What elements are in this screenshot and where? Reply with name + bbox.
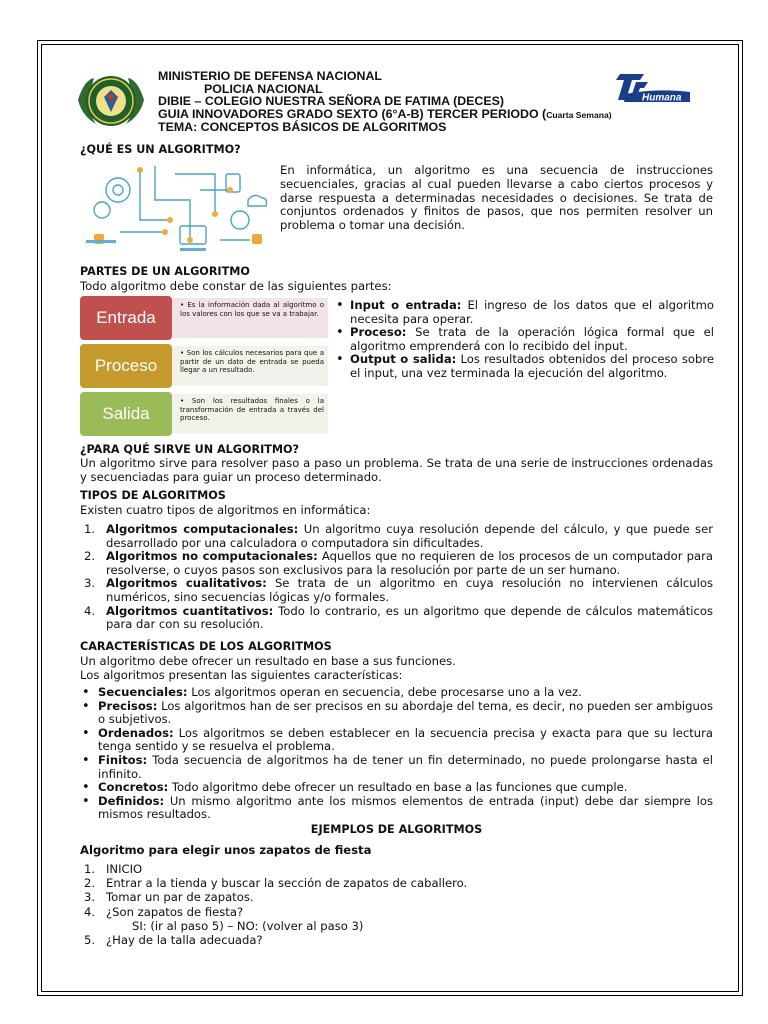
list-item: 2. Algoritmos no computacionales: Aquellos que no requieren de los procesos de un computador para resolverse, o cuyos pasos son exclusivos para la resolución por parte de un ser humano. — [84, 549, 713, 577]
tipos-intro: Existen cuatro tipos de algoritmos en informática: — [80, 503, 371, 517]
list-item: • Output o salida: Los resultados obtenidos del proceso sobre el input, una vez terminada la ejecución del algoritmo. — [334, 353, 714, 380]
document-header — [158, 70, 612, 134]
list-item: 5. ¿Hay de la talla adecuada? — [84, 933, 263, 948]
tipos-list — [80, 523, 713, 632]
part-label-proceso: Proceso — [80, 344, 172, 388]
part-label-salida: Salida — [80, 392, 172, 436]
part-row-proceso — [80, 344, 330, 388]
list-item: • Ordenados: Los algoritmos se deben establecer en la secuencia precisa y exacta para que su lectura tenga sentido y se resuelva el problema. — [80, 727, 713, 754]
list-item: 4. Algoritmos cuantitativos: Todo lo contrario, es un algoritmo que depende de cálculos matemáticos para dar con su resolución. — [84, 603, 714, 632]
list-item: 3. Algoritmos cualitativos: Se trata de un algoritmo en cuya resolución no intervienen cálculos numéricos, sino secuencias lógicas y/o formales. — [84, 576, 713, 604]
list-item: • Input o entrada: El ingreso de los datos que el algoritmo necesita para operar. — [334, 299, 714, 326]
humana-logo-text: Humana — [642, 92, 682, 104]
section-title-que-es: ¿QUÉ ES UN ALGORITMO? — [80, 143, 241, 156]
header-line-3: DIBIE – COLEGIO NUESTRA SEÑORA DE FATIMA (DECES) — [158, 94, 505, 109]
humana-logo — [606, 70, 692, 110]
list-item: 3. Tomar un par de zapatos. — [84, 890, 254, 905]
section-title-ejemplos: EJEMPLOS DE ALGORITMOS — [310, 823, 483, 836]
para-que-paragraph: Un algoritmo sirve para resolver paso a paso un problema. Se trata de una serie de instrucciones ordenadas y secuenciadas para guiar un proceso determinado. — [80, 456, 713, 484]
header-line-4: GUIA INNOVADORES GRADO SEXTO (6°A-B) TERCER PERIODO (Cuarta Semana) — [158, 106, 612, 121]
caracteristicas-list — [80, 686, 713, 822]
list-item: 4. ¿Son zapatos de fiesta? — [84, 904, 244, 919]
section-title-para-que: ¿PARA QUÉ SIRVE UN ALGORITMO? — [80, 443, 300, 456]
list-item: • Finitos: Toda secuencia de algoritmos ha de tener un fin determinado, no puede prolongarse hasta el infinito. — [80, 754, 713, 781]
part-desc-salida: • Son los resultados finales o la transformación de entrada a través del proceso. — [172, 394, 328, 434]
list-item: • Proceso: Se trata de la operación lógica formal que el algoritmo emprenderá con lo recibido del input. — [334, 326, 714, 353]
list-item: 1. Algoritmos computacionales: Un algoritmo cuya resolución depende del cálculo, y que puede ser desarrollado por una calculadora o computadora sin dificultades. — [84, 522, 713, 550]
part-label-entrada: Entrada — [80, 296, 172, 340]
algorithm-illustration — [80, 160, 270, 260]
list-item: SI: (ir al paso 5) – NO: (volver al paso 3) — [132, 918, 364, 933]
caracteristicas-intro-2: Los algoritmos presentan las siguientes características: — [80, 668, 403, 682]
list-item: • Precisos: Los algoritmos han de ser precisos en su abordaje del tema, es decir, no pueden ser ambiguos o subjetivos. — [80, 700, 713, 727]
list-item: • Secuenciales: Los algoritmos operan en secuencia, debe procesarse uno a la vez. — [80, 686, 713, 700]
partes-bullet-list — [334, 299, 714, 381]
section-title-caracteristicas: CARACTERÍSTICAS DE LOS ALGORITMOS — [80, 640, 332, 653]
ejemplo-steps-list — [80, 862, 713, 947]
section-title-tipos: TIPOS DE ALGORITMOS — [80, 489, 226, 502]
section-title-partes: PARTES DE UN ALGORITMO — [80, 265, 250, 278]
header-line-1: MINISTERIO DE DEFENSA NACIONAL — [158, 69, 382, 83]
caracteristicas-intro-1: Un algoritmo debe ofrecer un resultado en base a sus funciones. — [80, 654, 456, 668]
ejemplo-subtitle: Algoritmo para elegir unos zapatos de fiesta — [80, 843, 372, 857]
part-desc-entrada: • Es la información dada al algoritmo o los valores con los que se va a trabajar. — [172, 298, 328, 338]
part-desc-proceso: • Son los cálculos necesarios para que a partir de un dato de entrada se pueda llegar a un resultado. — [172, 346, 328, 386]
police-seal-logo — [74, 70, 148, 132]
part-row-salida — [80, 392, 330, 436]
list-item: • Concretos: Todo algoritmo debe ofrecer un resultado en base a las funciones que cumple. — [80, 781, 713, 795]
list-item: 1. INICIO — [84, 862, 143, 876]
list-item: 2. Entrar a la tienda y buscar la sección de zapatos de caballero. — [84, 876, 468, 891]
header-line-5: TEMA: CONCEPTOS BÁSICOS DE ALGORITMOS — [158, 120, 447, 135]
part-row-entrada — [80, 296, 330, 340]
header-line-2: POLICIA NACIONAL — [204, 81, 323, 96]
que-es-paragraph: En informática, un algoritmo es una secuencia de instrucciones secuenciales, gracias al cual pueden llevarse a cabo ciertos procesos y darse respuesta a determinadas necesidades o decisiones. Se trata de conjuntos ordenados y finitos de pasos, que nos permiten resolver un problema o tomar una decisión. — [280, 163, 713, 233]
parts-diagram — [80, 296, 330, 436]
partes-intro: Todo algoritmo debe constar de las siguientes partes: — [80, 279, 392, 293]
list-item: • Definidos: Un mismo algoritmo ante los mismos elementos de entrada (input) debe dar siempre los mismos resultados. — [80, 795, 713, 822]
